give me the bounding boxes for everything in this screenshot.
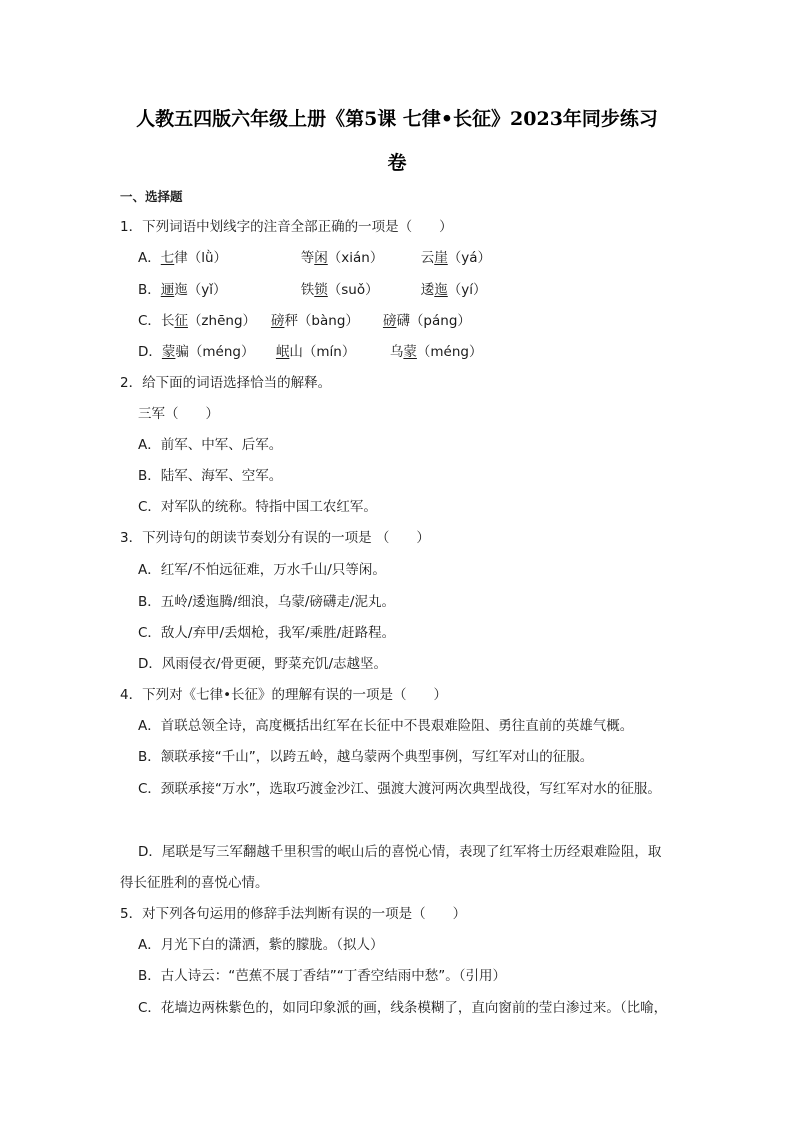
- question-3-option-d: D．风雨侵衣/骨更硬，野菜充饥/志越坚。: [138, 656, 387, 672]
- question-1-option-c: [138, 312, 471, 330]
- option-label: C．: [138, 313, 161, 329]
- question-2-option-a: A．前军、中军、后军。: [138, 437, 283, 453]
- question-4-option-d-continued: 得长征胜利的喜悦心情。: [120, 875, 269, 891]
- question-4-option-b: B．颔联承接“千山”，以跨五岭，越乌蒙两个典型事例，写红军对山的征服。: [138, 749, 594, 765]
- option-label: D．: [138, 344, 162, 360]
- question-3-stem: 3．下列诗句的朗读节奏划分有误的一项是 （ ）: [120, 530, 430, 546]
- question-3-option-a: A．红军/不怕远征难，万水千山/只等闲。: [138, 562, 386, 578]
- option-word: 逶迤（yí）: [420, 282, 487, 298]
- option-word: 磅秤（bàng）: [270, 313, 359, 329]
- question-5-option-c: C．花墙边两株紫色的，如同印象派的画，线条模糊了，直向窗前的莹白渗过来。（比喻，: [138, 1000, 668, 1016]
- question-2-option-b: B．陆军、海军、空军。: [138, 468, 283, 484]
- question-1-option-b: [138, 281, 487, 299]
- option-word: 乌蒙（méng）: [389, 344, 483, 360]
- option-word: 云崖（yá）: [420, 250, 492, 266]
- question-1-stem: 1．下列词语中划线字的注音全部正确的一项是（ ）: [120, 219, 453, 235]
- question-2-stem: 2．给下面的词语选择恰当的解释。: [120, 375, 332, 391]
- question-4-option-c: C．颈联承接“万水”，选取巧渡金沙江、强渡大渡河两次典型战役，写红军对水的征服。: [138, 781, 661, 797]
- question-1-option-d: [138, 343, 483, 361]
- option-word: 等闲（xián）: [300, 250, 384, 266]
- option-word: 长征（zhēng）: [160, 313, 257, 329]
- option-word: 铁锁（suǒ）: [300, 282, 379, 298]
- question-4-stem: 4．下列对《七律•长征》的理解有误的一项是（ ）: [120, 687, 448, 703]
- question-3-option-b: B．五岭/逶迤腾/细浪，乌蒙/磅礴走/泥丸。: [138, 594, 395, 610]
- question-5-option-a: A．月光下白的潇洒，紫的朦胧。（拟人）: [138, 937, 384, 953]
- question-5-option-b: B．古人诗云：“芭蕉不展丁香结”“丁香空结雨中愁”。（引用）: [138, 968, 506, 984]
- document-title-line1: 人教五四版六年级上册《第5课 七律•长征》2023年同步练习: [136, 108, 658, 130]
- question-4-option-d: D．尾联是写三军翻越千里积雪的岷山后的喜悦心情，表现了红军将士历经艰难险阻，取: [138, 844, 662, 860]
- question-2-option-c: C．对军队的统称。特指中国工农红军。: [138, 499, 377, 515]
- option-word: 逦迤（yǐ）: [160, 282, 227, 298]
- question-3-option-c: C．敌人/弃甲/丢烟枪，我军/乘胜/赶路程。: [138, 625, 396, 641]
- document-title-line2: 卷: [387, 152, 407, 174]
- option-word: 蒙骗（méng）: [161, 344, 255, 360]
- question-1-option-a: [138, 249, 491, 267]
- option-label: B．: [138, 282, 161, 298]
- section-heading: 一、选择题: [120, 189, 183, 204]
- option-word: 岷山（mín）: [275, 344, 356, 360]
- question-5-stem: 5．对下列各句运用的修辞手法判断有误的一项是（ ）: [120, 906, 467, 922]
- option-word: 七律（lǜ）: [160, 250, 228, 266]
- option-word: 磅礴（páng）: [382, 313, 471, 329]
- question-2-word: 三军（ ）: [138, 406, 219, 422]
- question-4-option-a: A．首联总领全诗，高度概括出红军在长征中不畏艰难险阻、勇往直前的英雄气概。: [138, 718, 634, 734]
- option-label: A．: [138, 250, 161, 266]
